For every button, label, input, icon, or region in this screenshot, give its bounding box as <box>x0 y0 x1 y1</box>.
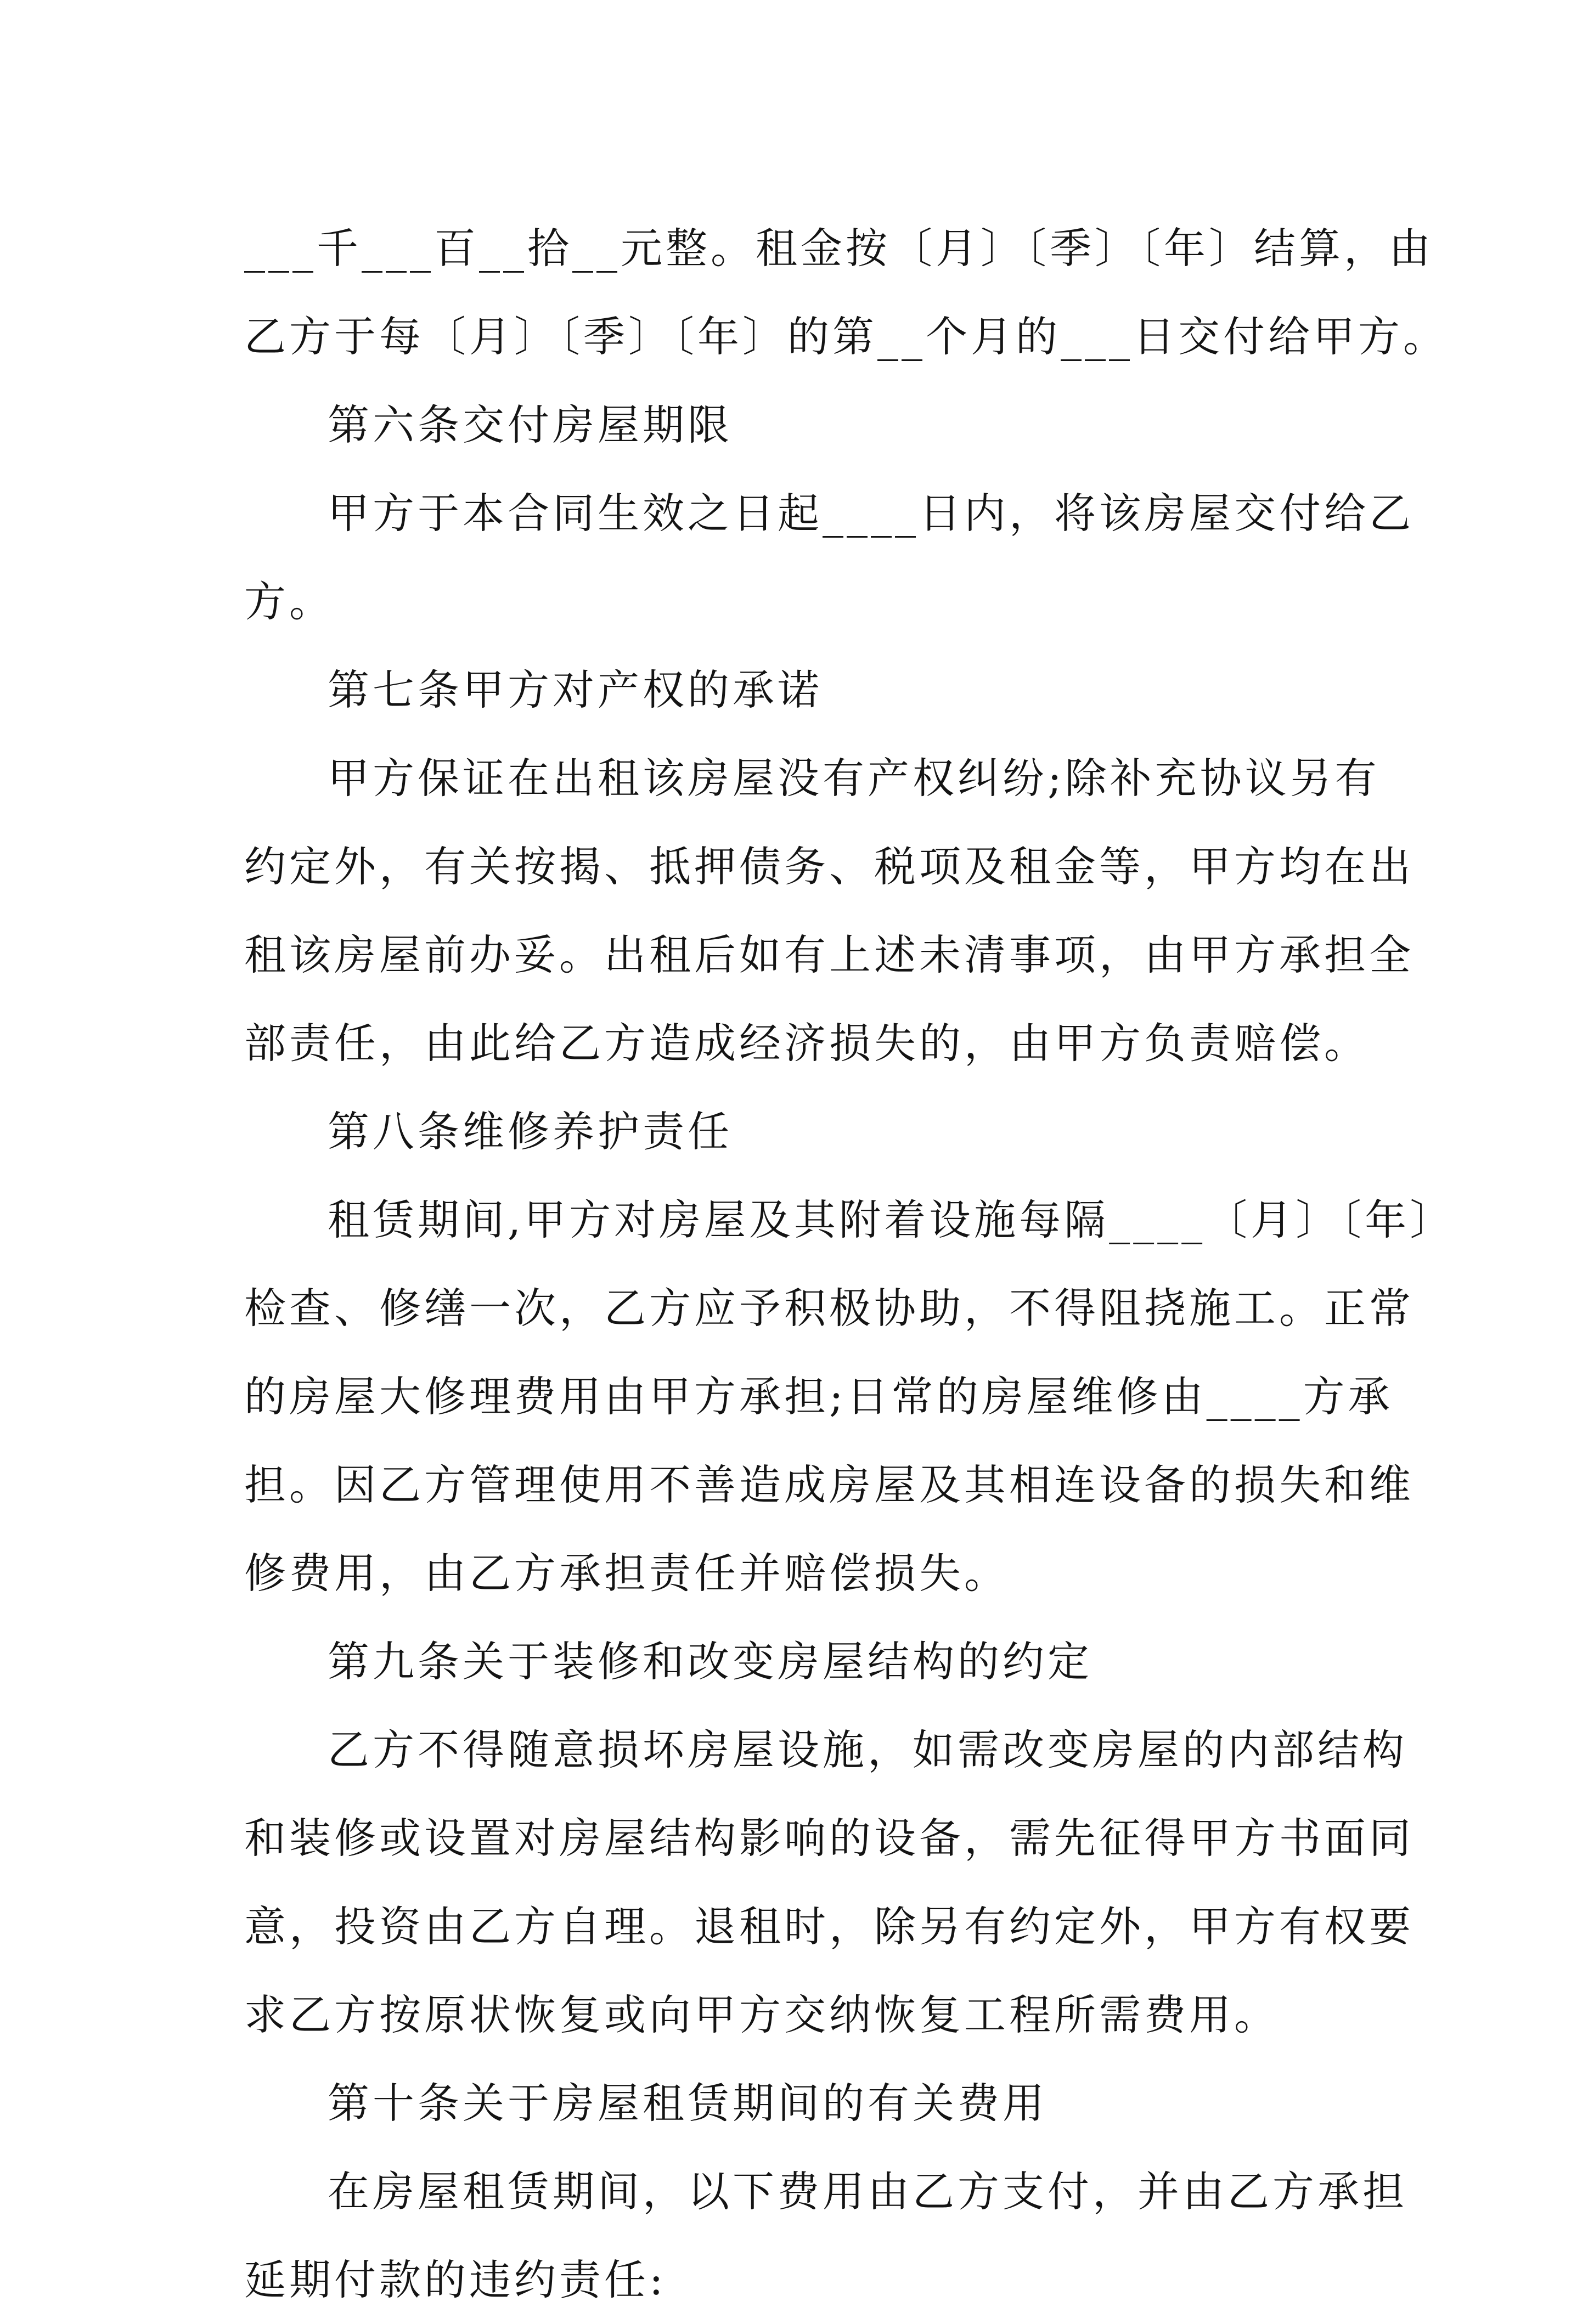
article-heading: 第八条维修养护责任 <box>328 1107 733 1156</box>
text-line: 乙方于每〔月〕〔季〕〔年〕的第__个月的___日交付给甲方。 <box>244 312 1448 361</box>
text-line: 约定外，有关按揭、抵押债务、税项及租金等，甲方均在出 <box>244 842 1414 891</box>
document-body <box>244 204 1455 2324</box>
text-line: 修费用，由乙方承担责任并赔偿损失。 <box>244 1549 1009 1598</box>
text-line: 和装修或设置对房屋结构影响的设备，需先征得甲方书面同 <box>244 1814 1414 1863</box>
article-heading: 第六条交付房屋期限 <box>328 401 733 449</box>
text-line: 甲方保证在出租该房屋没有产权纠纷;除补充协议另有 <box>328 754 1380 803</box>
text-line: 求乙方按原状恢复或向甲方交纳恢复工程所需费用。 <box>244 1990 1279 2039</box>
article-heading: 第十条关于房屋租赁期间的有关费用 <box>328 2079 1048 2128</box>
text-line: 检查、修缮一次，乙方应予积极协助，不得阻挠施工。正常 <box>244 1284 1414 1333</box>
text-line: 意，投资由乙方自理。退租时，除另有约定外，甲方有权要 <box>244 1902 1414 1951</box>
text-line: 的房屋大修理费用由甲方承担;日常的房屋维修由____方承 <box>244 1372 1393 1421</box>
text-line: 担。因乙方管理使用不善造成房屋及其相连设备的损失和维 <box>244 1460 1414 1509</box>
text-line: 延期付款的违约责任: <box>244 2255 667 2304</box>
text-line: 方。 <box>244 577 334 626</box>
article-heading: 第九条关于装修和改变房屋结构的约定 <box>328 1637 1093 1686</box>
text-line: 部责任，由此给乙方造成经济损失的，由甲方负责赔偿。 <box>244 1019 1369 1068</box>
text-line: ___千___百__拾__元整。租金按〔月〕〔季〕〔年〕结算，由 <box>244 224 1434 273</box>
text-line: 租该房屋前办妥。出租后如有上述未清事项，由甲方承担全 <box>244 930 1414 979</box>
text-line: 乙方不得随意损坏房屋设施，如需改变房屋的内部结构 <box>328 1725 1407 1774</box>
text-line: 在房屋租赁期间，以下费用由乙方支付，并由乙方承担 <box>328 2167 1407 2216</box>
text-line: 租赁期间,甲方对房屋及其附着设施每隔____〔月〕〔年〕 <box>328 1195 1455 1244</box>
text-line: 甲方于本合同生效之日起____日内，将该房屋交付给乙 <box>328 489 1414 538</box>
article-heading: 第七条甲方对产权的承诺 <box>328 665 823 714</box>
